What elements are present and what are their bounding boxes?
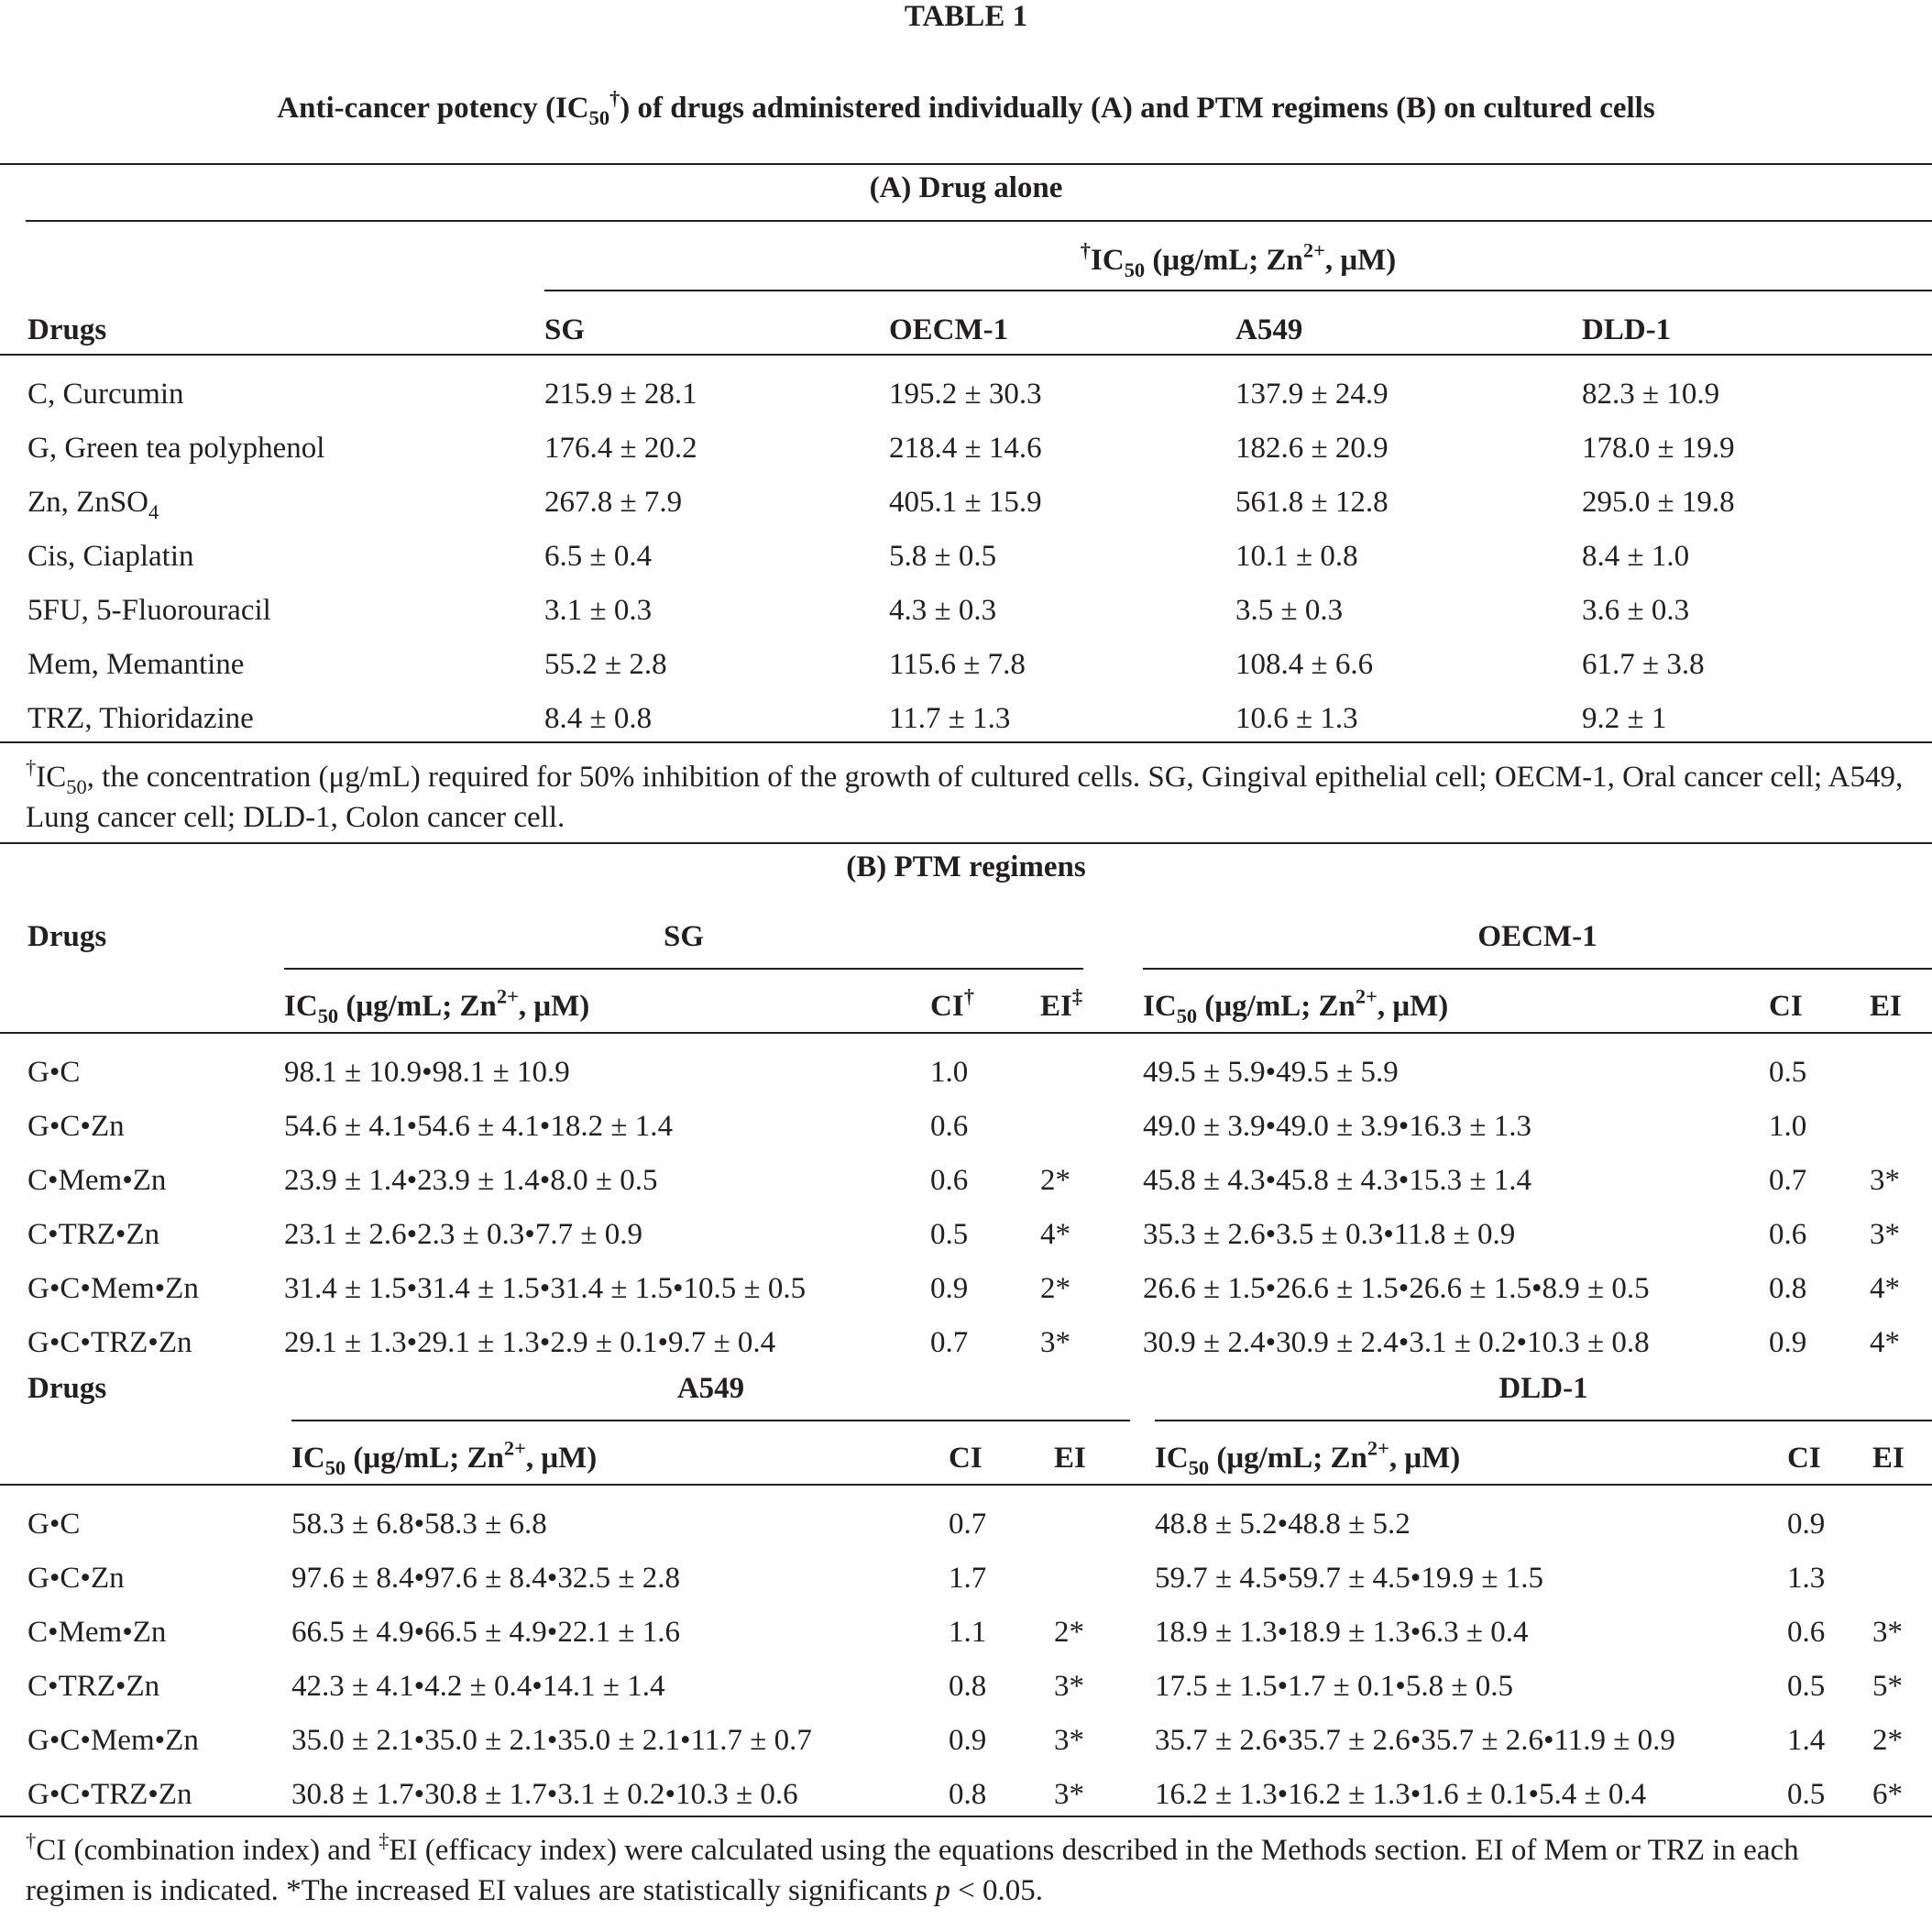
regimen-name: G•C•TRZ•Zn <box>27 1778 192 1811</box>
span-ic: IC <box>1091 244 1125 277</box>
cell-line-header: A549 <box>676 1372 745 1405</box>
span-unit-1: (μg/mL; Zn <box>1145 244 1303 277</box>
ic50-value: 55.2 ± 2.8 <box>544 648 667 681</box>
ic50-value: 3.1 ± 0.3 <box>544 594 653 627</box>
ic50-value: 29.1 ± 1.3•29.1 ± 1.3•2.9 ± 0.1•9.7 ± 0.4 <box>284 1326 776 1359</box>
drug-name <box>27 700 254 737</box>
cell-line-header: OECM-1 <box>1477 920 1597 953</box>
ic50-value: 5.8 ± 0.5 <box>889 540 997 573</box>
ic50-value: 182.6 ± 20.9 <box>1235 432 1389 465</box>
ic50-value: 35.7 ± 2.6•35.7 ± 2.6•35.7 ± 2.6•11.9 ± 0.9 <box>1155 1724 1675 1757</box>
ci-value: 0.8 <box>949 1670 987 1703</box>
ci-value: 0.6 <box>1769 1218 1807 1251</box>
ic50-value: 108.4 ± 6.6 <box>1235 648 1374 681</box>
ei-value: 6* <box>1872 1778 1903 1811</box>
fn-b-dagger: † <box>26 1828 37 1852</box>
drug-name-text: 5FU, 5-Fluorouracil <box>27 594 271 627</box>
ic50-value: 30.9 ± 2.4•30.9 ± 2.4•3.1 ± 0.2•10.3 ± 0.8 <box>1143 1326 1650 1359</box>
section-a-heading: (A) Drug alone <box>869 171 1063 204</box>
ic50-value: 176.4 ± 20.2 <box>544 432 697 465</box>
ic50-value: 215.9 ± 28.1 <box>544 378 697 411</box>
drug-name <box>27 430 324 466</box>
ic50-header-part: IC <box>1155 1442 1189 1475</box>
ic50-value: 42.3 ± 4.1•4.2 ± 0.4•14.1 ± 1.4 <box>291 1670 665 1703</box>
fn-a-text: , the concentration (μg/mL) required for 50% inhibition of the growth of cultured cells. SG, Gingival epithelial cell; OECM-1, Oral cancer cell; A549, Lung cancer cell; DLD-1, Colon cancer cell. <box>26 761 1904 834</box>
footnote-b <box>26 1830 1822 1911</box>
ci-value: 1.0 <box>1769 1110 1807 1143</box>
ic50-col-header <box>1155 1436 1461 1479</box>
ei-col-header <box>1040 984 1083 1025</box>
ci-col-header <box>1787 1440 1821 1476</box>
ic50-value: 35.0 ± 2.1•35.0 ± 2.1•35.0 ± 2.1•11.7 ± 0.7 <box>291 1724 812 1757</box>
ei-value: 3* <box>1870 1164 1900 1197</box>
ic50-col-header <box>1143 984 1449 1027</box>
fn-b-text-2: EI (efficacy index) were calculated using the equations described in the Methods section. EI of Mem or TRZ in each regimen is indicated. *The increased EI values are statistically significants <box>26 1834 1799 1907</box>
regimen-name: G•C•Zn <box>27 1110 125 1143</box>
ic50-value: 31.4 ± 1.5•31.4 ± 1.5•31.4 ± 1.5•10.5 ± 0.5 <box>284 1272 807 1305</box>
col-header-drugs: Drugs <box>27 1372 107 1405</box>
regimen-name: C•TRZ•Zn <box>27 1218 160 1251</box>
ic50-value: 82.3 ± 10.9 <box>1582 378 1720 411</box>
fn-a-dagger: † <box>26 755 37 779</box>
ic50-value: 405.1 ± 15.9 <box>889 486 1042 519</box>
ic50-value: 218.4 ± 14.6 <box>889 432 1042 465</box>
rule-cell-right <box>1143 968 1932 970</box>
table-label: TABLE 1 <box>904 0 1028 33</box>
cell-line-header: DLD-1 <box>1498 1372 1588 1405</box>
ci-value: 1.4 <box>1787 1724 1826 1757</box>
rule-b-bottom <box>0 1816 1932 1817</box>
ic50-value: 267.8 ± 7.9 <box>544 486 683 519</box>
span-sup: 2+ <box>1302 238 1325 262</box>
drug-name-text: Cis, Ciaplatin <box>27 540 194 573</box>
drug-name <box>27 376 184 412</box>
ci-value: 0.5 <box>1769 1056 1807 1089</box>
regimen-name: C•Mem•Zn <box>27 1164 167 1197</box>
drug-name-text: Mem, Memantine <box>27 648 245 681</box>
drug-name-text: Zn, ZnSO <box>27 486 148 519</box>
ci-value: 0.5 <box>1787 1778 1826 1811</box>
ic50-value: 58.3 ± 6.8•58.3 ± 6.8 <box>291 1508 547 1541</box>
ic50-header-part: 2+ <box>1355 984 1378 1008</box>
rule-b-top <box>0 842 1932 844</box>
fn-a-sub: 50 <box>66 774 87 798</box>
title-sub: 50 <box>588 105 610 129</box>
ei-value: 3* <box>1054 1778 1084 1811</box>
ic50-value: 23.9 ± 1.4•23.9 ± 1.4•8.0 ± 0.5 <box>284 1164 658 1197</box>
drug-name <box>27 484 159 521</box>
ic50-header-part: 2+ <box>503 1436 526 1460</box>
ic50-span-header <box>544 238 1932 281</box>
ic50-value: 66.5 ± 4.9•66.5 ± 4.9•22.1 ± 1.6 <box>291 1616 680 1649</box>
ic50-value: 8.4 ± 0.8 <box>544 702 653 735</box>
ei-value: 2* <box>1054 1616 1084 1649</box>
ci-value: 0.7 <box>930 1326 969 1359</box>
ei-value: 3* <box>1870 1218 1900 1251</box>
fn-b-text-3: < 0.05. <box>950 1874 1044 1907</box>
ic50-header-part: (μg/mL; Zn <box>1209 1442 1367 1475</box>
ic50-header-part: 50 <box>324 1455 346 1479</box>
ic50-value: 59.7 ± 4.5•59.7 ± 4.5•19.9 ± 1.5 <box>1155 1562 1543 1595</box>
ei-value: 4* <box>1870 1272 1900 1305</box>
ci-value: 0.6 <box>1787 1616 1826 1649</box>
ic50-value: 48.8 ± 5.2•48.8 ± 5.2 <box>1155 1508 1411 1541</box>
ic50-value: 54.6 ± 4.1•54.6 ± 4.1•18.2 ± 1.4 <box>284 1110 673 1143</box>
title-part-2: ) of drugs administered individually (A) and PTM regimens (B) on cultured cells <box>620 92 1655 125</box>
ci-col-header <box>1769 988 1803 1025</box>
drug-name <box>27 538 194 575</box>
fn-b-text-1: CI (combination index) and <box>36 1834 379 1867</box>
regimen-name: G•C <box>27 1056 81 1089</box>
footnote-a <box>26 757 1909 838</box>
title-part-1: Anti-cancer potency (IC <box>277 92 589 125</box>
ic50-value: 115.6 ± 7.8 <box>889 648 1026 681</box>
rule-top <box>0 163 1932 165</box>
col-header-drugs: Drugs <box>27 313 107 346</box>
ei-value: 5* <box>1872 1670 1903 1703</box>
ei-value: 4* <box>1040 1218 1070 1251</box>
ic50-value: 561.8 ± 12.8 <box>1235 486 1389 519</box>
section-b-heading: (B) PTM regimens <box>846 850 1086 883</box>
ic50-value: 8.4 ± 1.0 <box>1582 540 1690 573</box>
ei-value: 3* <box>1054 1724 1084 1757</box>
col-header-drugs: Drugs <box>27 920 107 953</box>
ei-value: 3* <box>1054 1670 1084 1703</box>
ic50-header-part: IC <box>1143 990 1177 1023</box>
ic50-value: 45.8 ± 4.3•45.8 ± 4.3•15.3 ± 1.4 <box>1143 1164 1531 1197</box>
ci-value: 0.6 <box>930 1164 969 1197</box>
rule-a-bottom <box>0 741 1932 743</box>
drug-name-text: G, Green tea polyphenol <box>27 432 325 465</box>
ic50-value: 137.9 ± 24.9 <box>1235 378 1389 411</box>
ic50-col-header <box>291 1436 598 1479</box>
drug-name <box>27 592 271 629</box>
ci-label: CI <box>949 1442 982 1475</box>
ic50-value: 18.9 ± 1.3•18.9 ± 1.3•6.3 ± 0.4 <box>1155 1616 1529 1649</box>
ic50-value: 4.3 ± 0.3 <box>889 594 997 627</box>
ic50-header-part: , μM) <box>518 990 590 1023</box>
drug-name-text: TRZ, Thioridazine <box>27 702 254 735</box>
ci-value: 0.6 <box>930 1110 969 1143</box>
regimen-name: G•C•Mem•Zn <box>27 1724 199 1757</box>
ci-value: 0.5 <box>1787 1670 1826 1703</box>
span-unit-2: , μM) <box>1324 244 1397 277</box>
ic50-header-part: 2+ <box>496 984 519 1008</box>
ic50-header-part: (μg/mL; Zn <box>1197 990 1356 1023</box>
ci-dagger: † <box>963 984 974 1008</box>
ic50-value: 97.6 ± 8.4•97.6 ± 8.4•32.5 ± 2.8 <box>291 1562 680 1595</box>
ci-value: 0.8 <box>949 1778 987 1811</box>
ic50-header-part: 50 <box>317 1004 339 1027</box>
ic50-value: 49.0 ± 3.9•49.0 ± 3.9•16.3 ± 1.3 <box>1143 1110 1531 1143</box>
ci-col-header <box>930 984 974 1025</box>
regimen-name: G•C•Zn <box>27 1562 125 1595</box>
ei-label: EI <box>1054 1442 1086 1475</box>
ic50-value: 17.5 ± 1.5•1.7 ± 0.1•5.8 ± 0.5 <box>1155 1670 1513 1703</box>
table-title <box>0 86 1932 129</box>
ei-value: 2* <box>1872 1724 1903 1757</box>
ic50-header-part: (μg/mL; Zn <box>346 1442 504 1475</box>
rule-a-colheads <box>0 354 1932 356</box>
rule-cell-right <box>1155 1420 1932 1421</box>
ic50-value: 295.0 ± 19.8 <box>1582 486 1735 519</box>
col-header-oecm1: OECM-1 <box>889 313 1009 346</box>
ic50-value: 9.2 ± 1 <box>1582 702 1667 735</box>
ic50-value: 26.6 ± 1.5•26.6 ± 1.5•26.6 ± 1.5•8.9 ± 0.5 <box>1143 1272 1650 1305</box>
ei-label: EI <box>1872 1442 1905 1475</box>
ci-value: 0.8 <box>1769 1272 1807 1305</box>
ei-label: EI <box>1870 990 1902 1023</box>
fn-b-p: p <box>935 1874 950 1907</box>
ic50-value: 35.3 ± 2.6•3.5 ± 0.3•11.8 ± 0.9 <box>1143 1218 1516 1251</box>
ci-value: 0.9 <box>949 1724 987 1757</box>
ic50-header-part: , μM) <box>525 1442 598 1475</box>
rule-subheader <box>0 1484 1932 1486</box>
ci-label: CI <box>930 990 964 1023</box>
regimen-name: C•Mem•Zn <box>27 1616 167 1649</box>
ci-value: 1.1 <box>949 1616 987 1649</box>
ic50-header-part: IC <box>291 1442 325 1475</box>
ei-value: 3* <box>1040 1326 1070 1359</box>
rule-cell-left <box>291 1420 1130 1421</box>
rule-span-header <box>544 290 1932 291</box>
ic50-header-part: (μg/mL; Zn <box>338 990 497 1023</box>
ei-value: 2* <box>1040 1164 1070 1197</box>
ci-value: 0.9 <box>930 1272 969 1305</box>
ic50-value: 195.2 ± 30.3 <box>889 378 1042 411</box>
ic50-value: 30.8 ± 1.7•30.8 ± 1.7•3.1 ± 0.2•10.3 ± 0.6 <box>291 1778 798 1811</box>
ci-label: CI <box>1769 990 1803 1023</box>
col-header-dld1: DLD-1 <box>1582 313 1672 346</box>
ei-col-header <box>1054 1440 1086 1476</box>
ic50-value: 61.7 ± 3.8 <box>1582 648 1705 681</box>
regimen-name: G•C•TRZ•Zn <box>27 1326 192 1359</box>
col-header-sg: SG <box>544 313 586 346</box>
ic50-col-header <box>284 984 590 1027</box>
ci-value: 0.9 <box>1787 1508 1826 1541</box>
ci-value: 0.9 <box>1769 1326 1807 1359</box>
ei-label: EI <box>1040 990 1072 1023</box>
regimen-name: G•C•Mem•Zn <box>27 1272 199 1305</box>
ei-value: 2* <box>1040 1272 1070 1305</box>
span-dagger: † <box>1080 238 1091 262</box>
drug-name <box>27 646 244 683</box>
ic50-value: 3.5 ± 0.3 <box>1235 594 1344 627</box>
regimen-name: C•TRZ•Zn <box>27 1670 160 1703</box>
ci-label: CI <box>1787 1442 1821 1475</box>
drug-name-sub: 4 <box>148 499 159 523</box>
ic50-value: 10.1 ± 0.8 <box>1235 540 1358 573</box>
ic50-value: 98.1 ± 10.9•98.1 ± 10.9 <box>284 1056 570 1089</box>
ei-col-header <box>1870 988 1902 1025</box>
ic50-header-part: 2+ <box>1367 1436 1389 1460</box>
ic50-value: 16.2 ± 1.3•16.2 ± 1.3•1.6 ± 0.1•5.4 ± 0.4 <box>1155 1778 1647 1811</box>
ic50-value: 23.1 ± 2.6•2.3 ± 0.3•7.7 ± 0.9 <box>284 1218 642 1251</box>
title-dagger: † <box>609 86 620 110</box>
cell-line-header: SG <box>663 920 705 953</box>
ci-value: 1.3 <box>1787 1562 1826 1595</box>
ci-col-header <box>949 1440 982 1476</box>
ic50-value: 49.5 ± 5.9•49.5 ± 5.9 <box>1143 1056 1399 1089</box>
ci-value: 0.5 <box>930 1218 969 1251</box>
ei-col-header <box>1872 1440 1905 1476</box>
ic50-header-part: , μM) <box>1377 990 1449 1023</box>
ic50-value: 178.0 ± 19.9 <box>1582 432 1735 465</box>
ci-value: 1.0 <box>930 1056 969 1089</box>
ci-value: 0.7 <box>1769 1164 1807 1197</box>
ei-value: 3* <box>1872 1616 1903 1649</box>
ei-ddagger: ‡ <box>1071 984 1083 1008</box>
regimen-name: G•C <box>27 1508 81 1541</box>
ic50-value: 10.6 ± 1.3 <box>1235 702 1358 735</box>
ei-value: 4* <box>1870 1326 1900 1359</box>
ic50-header-part: , μM) <box>1389 1442 1461 1475</box>
ci-value: 1.7 <box>949 1562 987 1595</box>
col-header-a549: A549 <box>1235 313 1303 346</box>
ic50-header-part: 50 <box>1188 1455 1210 1479</box>
ic50-value: 11.7 ± 1.3 <box>889 702 1011 735</box>
rule-cell-left <box>284 968 1083 970</box>
ic50-value: 3.6 ± 0.3 <box>1582 594 1690 627</box>
ci-value: 0.7 <box>949 1508 987 1541</box>
rule-a-heading <box>26 220 1932 222</box>
rule-subheader <box>0 1032 1932 1034</box>
fn-a-ic: IC <box>36 761 67 794</box>
ic50-value: 6.5 ± 0.4 <box>544 540 653 573</box>
fn-b-ddagger: ‡ <box>379 1828 390 1852</box>
drug-name-text: C, Curcumin <box>27 378 184 411</box>
span-sub: 50 <box>1124 258 1146 281</box>
ic50-header-part: 50 <box>1176 1004 1198 1027</box>
ic50-header-part: IC <box>284 990 318 1023</box>
